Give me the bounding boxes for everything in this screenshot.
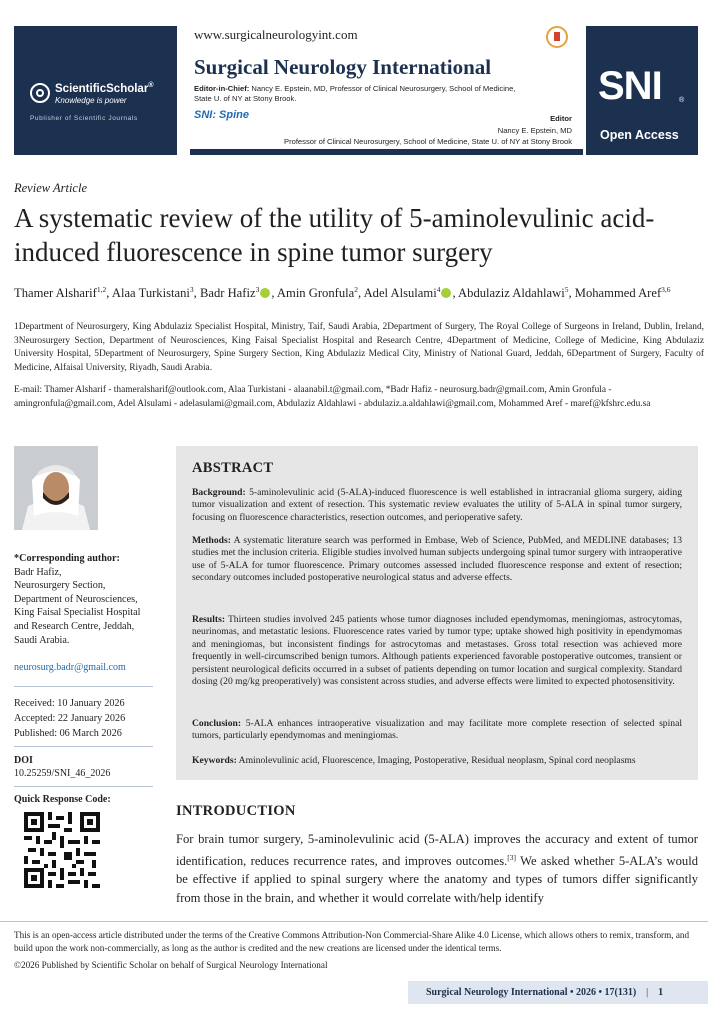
sidebar-divider bbox=[14, 686, 153, 687]
abstract-keywords: Keywords: Aminolevulinic acid, Fluorescence, Imaging, Postoperative, Residual neoplasm, Spinal cord neoplasms bbox=[192, 755, 636, 766]
author: Mohammed Aref$^{3,6}$ bbox=[574, 285, 671, 301]
sni-registered-mark: ® bbox=[679, 97, 685, 104]
author-emails: E-mail: Thamer Alsharif - thameralsharif@outlook.com, Alaa Turkistani - alaanabil.t@gmail.com, *Badr Hafiz - neurosurg.badr@gmail.com, Amin Gronfula - amingronfula@gmail.com, Adel Alsulami - adelasulami@gmail.com, Abdulaziz Aldahlawi - abdulaziz.a.aldahlawi@gmail.com, Mohammed Aref - maref@kfshrc.edu.sa bbox=[14, 385, 651, 409]
publisher-subtitle: Publisher of Scientific Journals bbox=[30, 115, 138, 122]
orcid-icon[interactable] bbox=[260, 288, 270, 298]
author-list: Thamer Alsharif$^{1,2}$, Alaa Turkistani$^3$, Badr Hafiz$^3$ , Amin Gronfula$^2$, Adel Alsulami$^4$ , Abdulaziz Aldahlawi$^5$, Mohammed Aref$^{3,6}$ bbox=[14, 285, 671, 301]
registered-mark: ® bbox=[148, 82, 154, 89]
doi-link[interactable]: 10.25259/SNI_46_2026 bbox=[14, 768, 111, 779]
sidebar-divider bbox=[14, 786, 153, 787]
author: Thamer Alsharif$^{1,2}$ bbox=[14, 285, 107, 301]
orcid-icon[interactable] bbox=[441, 288, 451, 298]
editor-block bbox=[190, 113, 572, 148]
publisher-name: ScientificScholar bbox=[55, 82, 149, 95]
eic-label: Editor-in-Chief: bbox=[194, 84, 250, 93]
abstract-conclusion: Conclusion: 5-ALA enhances intraoperative visualization and may facilitate more complete resection of selected spinal tumors, particularly ependymomas and meningiomas. bbox=[192, 718, 682, 742]
journal-website-link[interactable]: www.surgicalneurologyint.com bbox=[194, 27, 358, 42]
article-title: A systematic review of the utility of 5-aminolevulinic acid-induced fluorescence in spine tumor surgery bbox=[14, 203, 655, 267]
journal-section: SNI: Spine bbox=[194, 109, 250, 121]
author: Alaa Turkistani$^3$ bbox=[111, 285, 194, 301]
abstract-heading: ABSTRACT bbox=[192, 460, 274, 476]
doi-label: DOI bbox=[14, 755, 33, 766]
scientific-scholar-logo-icon bbox=[30, 83, 50, 103]
introduction-text: For brain tumor surgery, 5-aminolevulinic acid (5-ALA) improves the accuracy and extent of tumor identification, reduces recurrence rates, and improves outcomes.[3] We asked whether 5-ALA’s would be effective if applied to spinal surgery where the anatomy and types of tumors differ significantly from those in the brain, and whether it would correlate with/help identify bbox=[176, 832, 699, 905]
eic-text: Nancy E. Epstein, MD, Professor of Clinical Neurosurgery, School of Medicine, State U. of NY at Stony Brook. bbox=[194, 84, 516, 103]
affiliations: 1Department of Neurosurgery, King Abdulaziz Specialist Hospital, Ministry, Taif, Saudi Arabia, 2Department of Surgery, The Royal College of Surgeons in Ireland, Dublin, Ireland, 3Neurosurgery Section, Department of Neurosciences, King Faisal Specialist Hospital and Research Centre, 4Department of Medicine, College of Medicine, King Abdulaziz University Hospital, 5Department of Neurosurgery, Spine Surgery Section, King Abdulaziz Medical City, Ministry of National Guard, Jeddah, 6Department of Surgery, Faculty of Medicine, Alfaisal University, Riyadh, Saudi Arabia. bbox=[14, 322, 704, 373]
sni-logo: SNI bbox=[598, 64, 662, 108]
page-number: 1 bbox=[658, 987, 664, 998]
author: Abdulaziz Aldahlawi$^5$ bbox=[458, 285, 569, 301]
received-date: Received: 10 January 2026 bbox=[14, 698, 125, 709]
abstract-results: Results: Thirteen studies involved 245 patients whose tumor diagnoses included ependymomas, meningiomas, astrocytomas, neurinomas, and metastatic lesions. Fluorescence rates varied by tumor type; uptake showed high positivity in ependymomas and meningiomas, but inconsistent findings for astrocytomas and metastases. Gross total resection was achieved more frequently in well-circumscribed benign tumors. Although patients experienced favorable postoperative outcomes, transient or persistent neurological deficits occurred in a subset of patients depending on tumor location and surgical complexity. Standard dosing (20 mg/kg preoperatively) was consistent across studies, and adverse effects were limited to expected photosensitivity. bbox=[192, 614, 682, 688]
introduction-heading: INTRODUCTION bbox=[176, 803, 296, 819]
author-photo bbox=[14, 446, 98, 530]
citation-link[interactable]: [3] bbox=[507, 852, 517, 862]
publisher-logo[interactable] bbox=[30, 80, 180, 110]
author: Amin Gronfula$^2$ bbox=[276, 285, 358, 301]
editor-name: Nancy E. Epstein, MD bbox=[497, 125, 572, 135]
published-date: Published: 06 March 2026 bbox=[14, 728, 122, 739]
open-access-label: Open Access bbox=[600, 128, 679, 142]
article-dates bbox=[14, 696, 125, 741]
sidebar-divider bbox=[14, 746, 153, 747]
qr-code-label: Quick Response Code: bbox=[14, 794, 111, 805]
license-text: This is an open-access article distributed under the terms of the Creative Commons Attribution-Non Commercial-Share Alike 4.0 License, which allows others to remix, transform, and build upon the work non-commercially, as long as the author is credited and the new creations are licensed under the identical terms. bbox=[14, 930, 690, 954]
abstract-methods: Methods: A systematic literature search was performed in Embase, Web of Science, PubMed, and MEDLINE databases; 13 studies met the inclusion criteria. Eligible studies involved human subjects undergoing spinal tumor surgery with intraoperative use of 5-ALA for tumor fluorescence. Primary outcomes assessed included fluorescence response and extent of resection; secondary outcomes included postoperative neurological status and adverse effects. bbox=[192, 535, 682, 584]
editor-affiliation: Professor of Clinical Neurosurgery, School of Medicine, State U. of NY at Stony Brook bbox=[284, 137, 572, 146]
article-type: Review Article bbox=[14, 181, 88, 195]
qr-code[interactable] bbox=[24, 812, 100, 888]
accepted-date: Accepted: 22 January 2026 bbox=[14, 713, 126, 724]
corresponding-email-link[interactable]: neurosurg.badr@gmail.com bbox=[14, 662, 126, 673]
published-by: ©2026 Published by Scientific Scholar on behalf of Surgical Neurology International bbox=[14, 960, 328, 970]
journal-name: Surgical Neurology International bbox=[194, 55, 492, 79]
header-divider bbox=[190, 149, 583, 155]
publisher-tagline: Knowledge is power bbox=[55, 96, 127, 105]
footer-divider bbox=[0, 921, 708, 922]
corresponding-author: *Corresponding author: Badr Hafiz, Neurosurgery Section, Department of Neurosciences, King Faisal Specialist Hospital and Research Centre, Jeddah, Saudi Arabia. bbox=[14, 553, 141, 646]
journal-citation: Surgical Neurology International • 2026 • 17(131) | 1 bbox=[426, 987, 664, 998]
check-for-updates-icon[interactable] bbox=[546, 26, 568, 48]
corresponding-author-label: *Corresponding author: bbox=[14, 553, 120, 564]
editor-label: Editor bbox=[550, 114, 572, 123]
author: Badr Hafiz$^3$ bbox=[199, 285, 260, 301]
author: Adel Alsulami$^4$ bbox=[363, 285, 441, 301]
editor-in-chief bbox=[194, 84, 524, 104]
abstract-background: Background: 5-aminolevulinic acid (5-ALA)-induced fluorescence is well established in intracranial glioma surgery, aiding tumor visualization and extent of resection. This systematic review evaluates the utility of 5-ALA in spinal tumor surgery, focusing on fluorescence characteristics, resection outcomes, and perioperative safety. bbox=[192, 487, 682, 523]
